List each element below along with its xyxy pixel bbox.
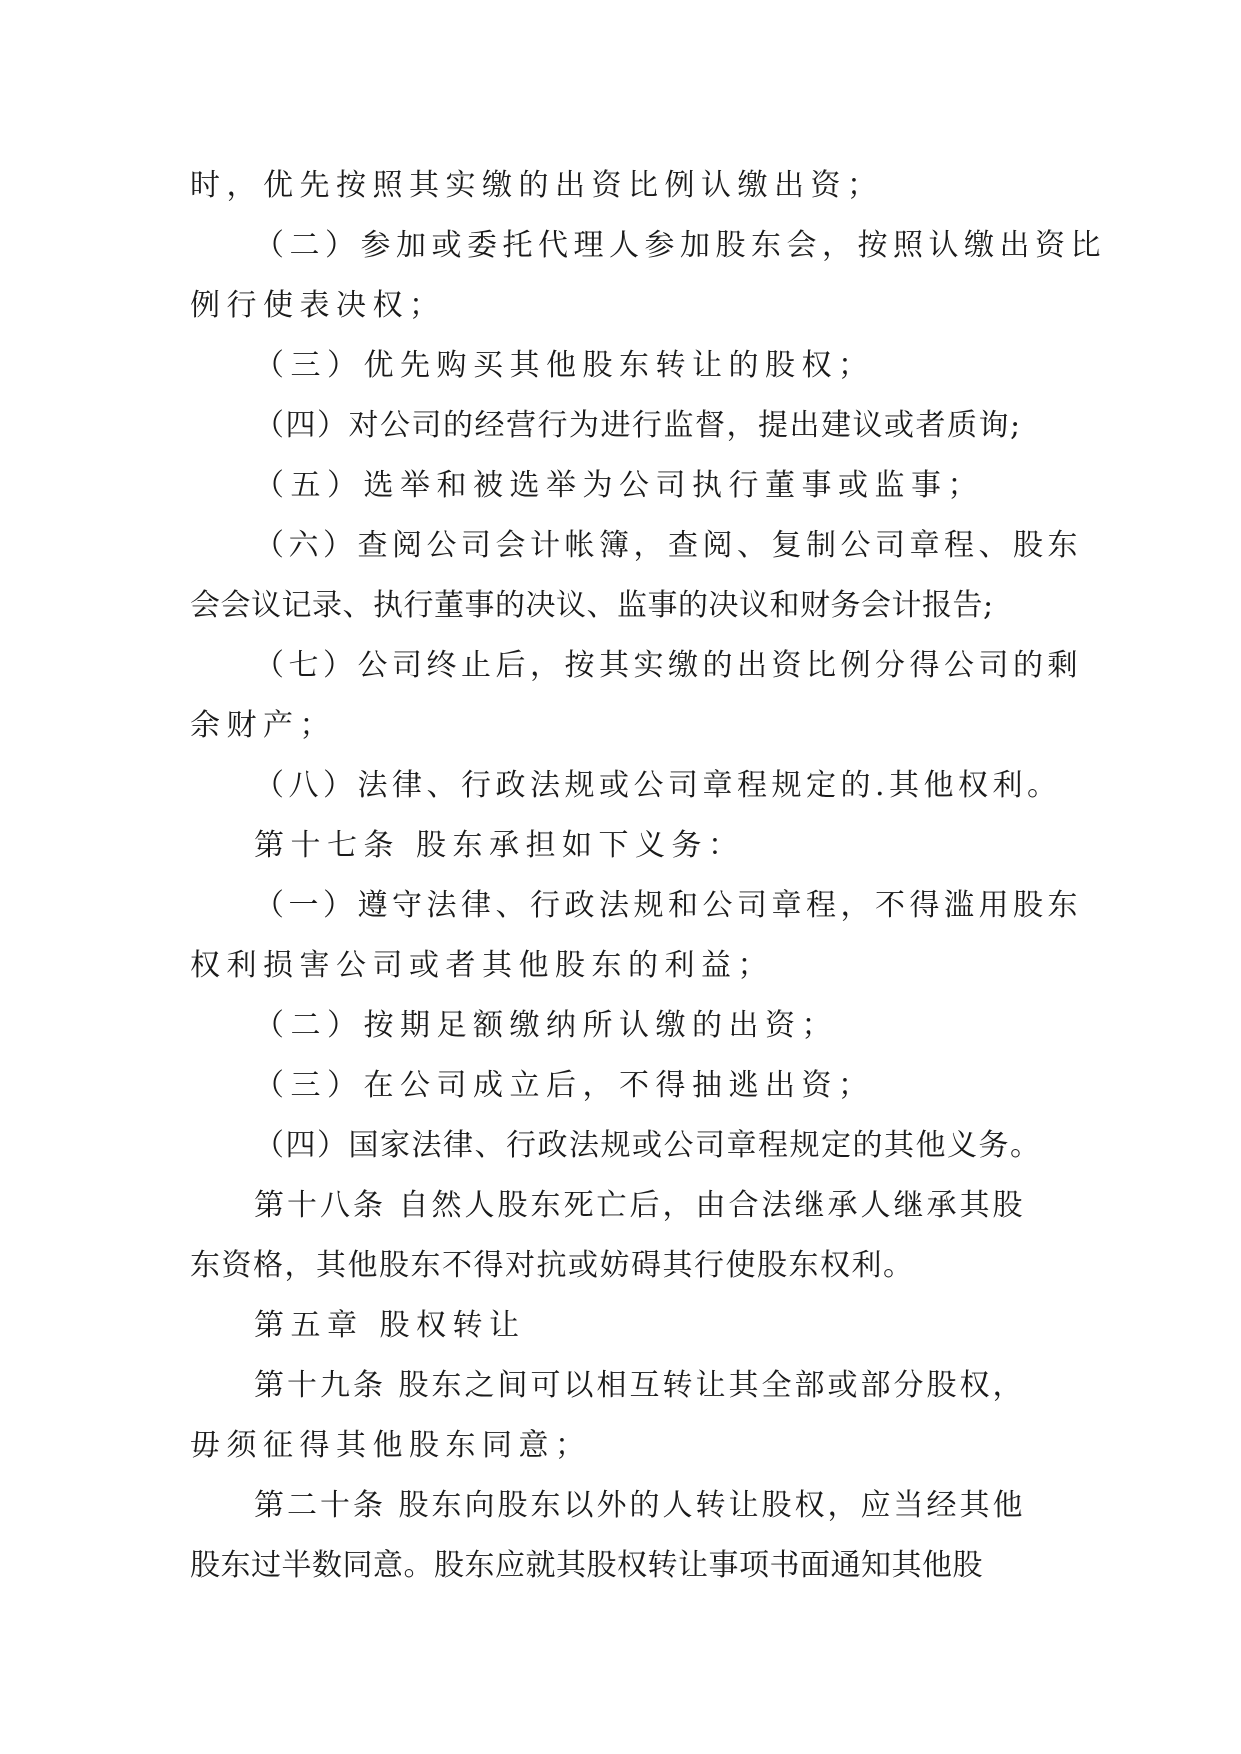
text-line: （四）国家法律、行政法规或公司章程规定的其他义务。 [254,1128,1042,1163]
text-line: （六）查阅公司会计帐簿，查阅、复制公司章程、股东 [254,528,1082,563]
text-line: 余财产； [190,708,336,743]
text-line: （七）公司终止后，按其实缴的出资比例分得公司的剩 [254,648,1082,683]
text-line: 时，优先按照其实缴的出资比例认缴出资； [190,168,884,203]
text-line: （二）参加或委托代理人参加股东会，按照认缴出资比 [254,228,1106,263]
text-line: 第十八条 自然人股东死亡后，由合法继承人继承其股 [254,1188,1026,1223]
text-line: （八）法律、行政法规或公司章程规定的.其他权利。 [254,768,1062,803]
text-line: 第十七条 股东承担如下义务： [254,828,745,863]
text-line: （五）选举和被选举为公司执行董事或监事； [254,468,984,503]
text-line: （四）对公司的经营行为进行监督，提出建议或者质询; [254,408,1022,443]
text-line: 股东过半数同意。股东应就其股权转让事项书面通知其他股 [190,1548,983,1583]
chapter-heading: 第五章 股权转让 [254,1308,526,1343]
text-line: 东资格，其他股东不得对抗或妨碍其行使股东权利。 [190,1248,915,1283]
text-line: 毋须征得其他股东同意； [190,1428,592,1463]
text-line: （三）在公司成立后，不得抽逃出资； [254,1068,875,1103]
text-line: 会会议记录、执行董事的决议、监事的决议和财务会计报告; [190,588,994,623]
text-line: 例行使表决权； [190,288,446,323]
document-body [190,156,1106,1596]
text-line: 权利损害公司或者其他股东的利益； [190,948,774,983]
text-line: （一）遵守法律、行政法规和公司章程，不得滥用股东 [254,888,1082,923]
text-line: 第二十条 股东向股东以外的人转让股权，应当经其他 [254,1488,1026,1523]
text-line: （三）优先购买其他股东转让的股权； [254,348,875,383]
text-line: （二）按期足额缴纳所认缴的出资； [254,1008,838,1043]
text-line: 第十九条 股东之间可以相互转让其全部或部分股权， [254,1368,1026,1403]
